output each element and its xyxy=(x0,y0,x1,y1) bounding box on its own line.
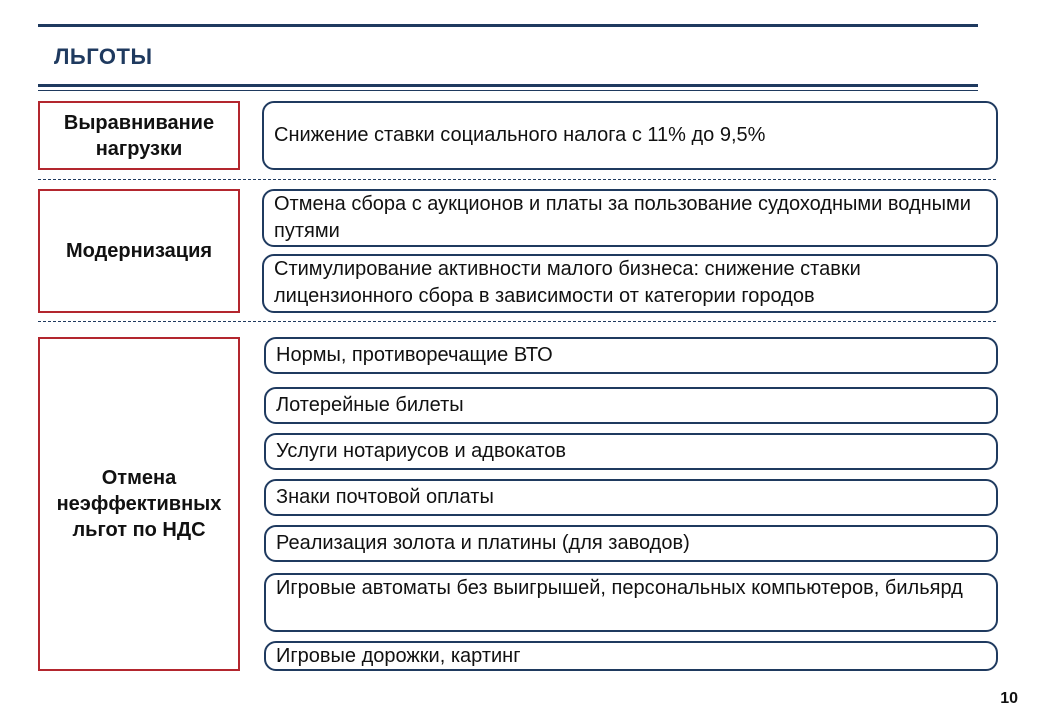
item-gold-platinum: Реализация золота и платины (для заводов) xyxy=(264,525,998,562)
item-postage: Знаки почтовой оплаты xyxy=(264,479,998,516)
category-vat-exemptions: Отмена неэффективных льгот по НДС xyxy=(38,337,240,671)
item-small-business: Стимулирование активности малого бизнеса: снижение ставки лицензионного сбора в зависимости от категории городов xyxy=(262,254,998,313)
category-modernization: Модернизация xyxy=(38,189,240,313)
category-equalization: Выравнивание нагрузки xyxy=(38,101,240,170)
slide-title: ЛЬГОТЫ xyxy=(54,44,153,69)
item-lottery: Лотерейные билеты xyxy=(264,387,998,424)
item-social-tax: Снижение ставки социального налога с 11% до 9,5% xyxy=(262,101,998,170)
header-bottom-rule xyxy=(38,84,978,87)
section-divider xyxy=(38,321,996,322)
header-bottom-rule-thin xyxy=(38,90,978,91)
item-auction-fee: Отмена сбора с аукционов и платы за пользование судоходными водными путями xyxy=(262,189,998,247)
section-divider xyxy=(38,179,996,180)
item-gaming-machines: Игровые автоматы без выигрышей, персональных компьютеров, бильярд xyxy=(264,573,998,632)
item-bowling-karting: Игровые дорожки, картинг xyxy=(264,641,998,671)
header-top-rule xyxy=(38,24,978,27)
item-notaries: Услуги нотариусов и адвокатов xyxy=(264,433,998,470)
page-number: 10 xyxy=(1000,690,1018,707)
item-wto-norms: Нормы, противоречащие ВТО xyxy=(264,337,998,374)
